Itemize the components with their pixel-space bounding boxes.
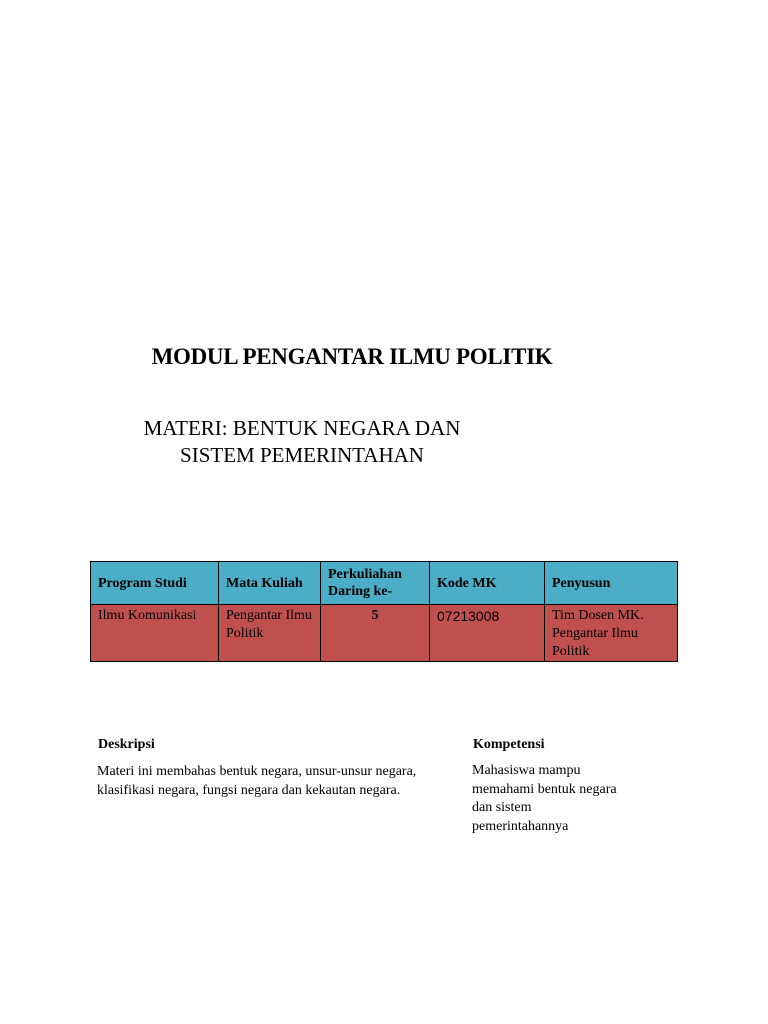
header-perkuliahan-daring: Perkuliahan Daring ke- [321,562,430,605]
header-penyusun: Penyusun [545,562,678,605]
cell-mata-kuliah: Pengantar Ilmu Politik [219,605,321,662]
header-mata-kuliah: Mata Kuliah [219,562,321,605]
table-header-row [91,562,678,605]
cell-penyusun: Tim Dosen MK. Pengantar Ilmu Politik [545,605,678,662]
course-info-table [90,561,678,662]
kompetensi-text: Mahasiswa mampu memahami bentuk negara dan sistem pemerintahannya [472,763,617,834]
deskripsi-text: Materi ini membahas bentuk negara, unsur-unsur negara, klasifikasi negara, fungsi negara dan kekautan negara. [97,764,417,798]
header-kode-mk: Kode MK [430,562,545,605]
deskripsi-heading: Deskripsi [98,737,155,752]
cell-perkuliahan-daring: 5 [321,605,430,662]
document-title: MODUL PENGANTAR ILMU POLITIK [151,344,553,369]
header-program-studi: Program Studi [91,562,219,605]
cell-program-studi: Ilmu Komunikasi [91,605,219,662]
kompetensi-heading: Kompetensi [473,737,545,752]
cell-kode-mk: 07213008 [430,605,545,662]
table-row [91,605,678,662]
document-subtitle: MATERI: BENTUK NEGARA DAN SISTEM PEMERINTAHAN [143,416,461,467]
